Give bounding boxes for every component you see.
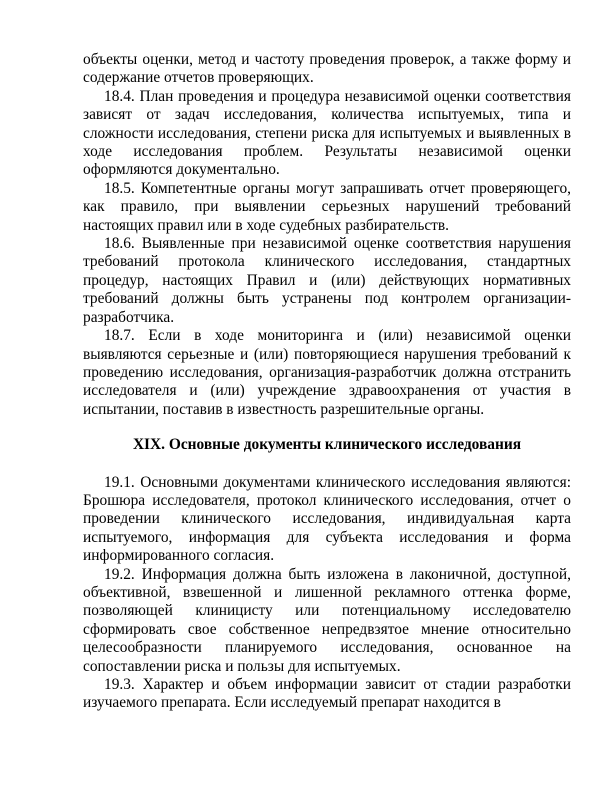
paragraph-18-6: 18.6. Выявленные при независимой оценке соответствия нарушения требований протокола клинического исследования, стандартных процедур, настоящих Правил и (или) действующих нормативных требований должны быть устранены под контролем организации-разработчика. [83,235,571,326]
paragraph-18-5: 18.5. Компетентные органы могут запрашивать отчет проверяющего, как правило, при выявлении серьезных нарушений требований настоящих правил или в ходе судебных разбирательств. [83,179,571,234]
paragraph-18-7: 18.7. Если в ходе мониторинга и (или) независимой оценки выявляются серьезные и (или) повторяющиеся нарушения требований к проведению исследования, организация-разработчик должна отстранить исследователя и (или) учреждение здравоохранения от участия в испытании, поставив в известность разрешительные органы. [83,327,571,418]
paragraph-continuation: объекты оценки, метод и частоту проведения проверок, а также форму и содержание отчетов проверяющих. [83,51,571,87]
paragraph-18-4: 18.4. План проведения и процедура независимой оценки соответствия зависят от задач исследования, количества испытуемых, типа и сложности исследования, степени риска для испытуемых и выявленных в ходе исследования проблем. Результаты независимой оценки оформляются документально. [83,87,571,179]
paragraph-19-1: 19.1. Основными документами клинического исследования являются: Брошюра исследователя, протокол клинического исследования, отчет о проведении клинического исследования, индивидуальная карта испытуемого, информация для субъекта исследования и форма информированного согласия. [83,473,571,565]
paragraph-19-3: 19.3. Характер и объем информации зависит от стадии разработки изучаемого препарата. Если исследуемый препарат находится в [83,676,571,712]
section-heading: XIX. Основные документы клинического исследования [132,436,522,454]
paragraph-19-2: 19.2. Информация должна быть изложена в лаконичной, доступной, объективной, взвешенной и лишенной рекламного оттенка форме, позволяющей клиницисту или потенциальному исследователю сформировать свое собственное непредвзятое мнение относительно целесообразности планируемого исследования, основанное на сопоставлении риска и пользы для испытуемых. [83,565,571,675]
document-page [83,51,571,713]
